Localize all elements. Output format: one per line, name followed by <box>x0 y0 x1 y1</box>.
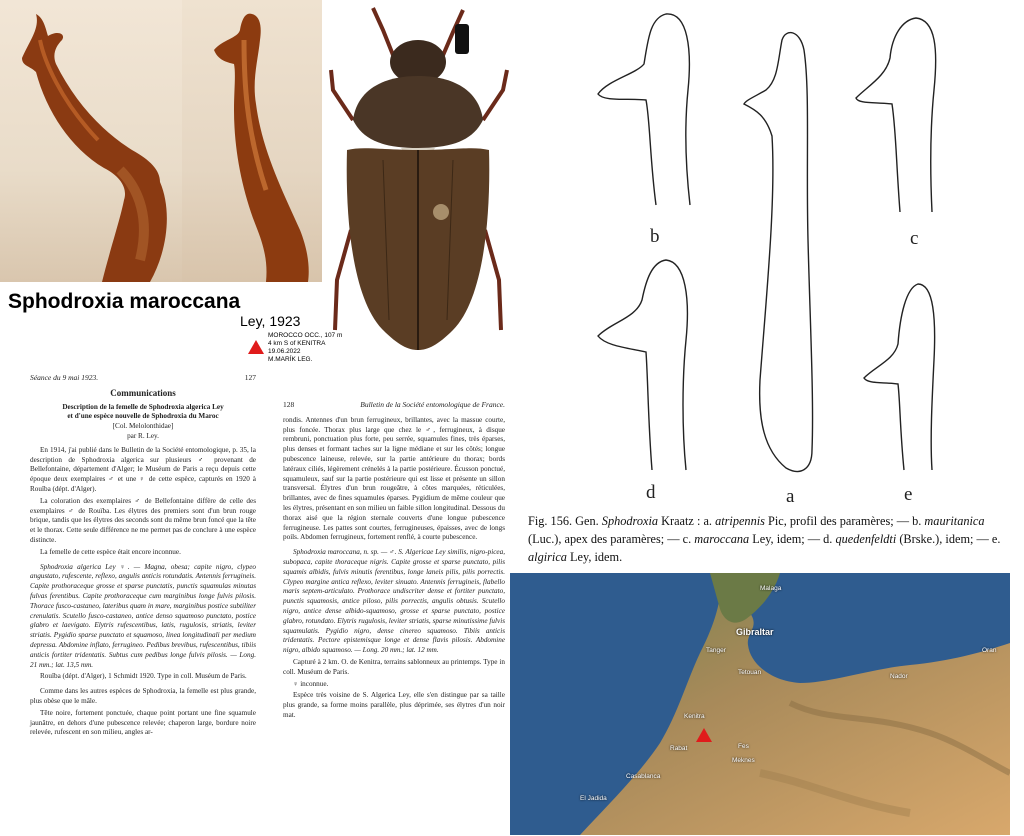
map-label: Nador <box>890 673 908 680</box>
locality-line: MOROCCO OCC., 107 m <box>268 332 343 339</box>
left-journal-page <box>30 373 256 740</box>
plate-letter-c: c <box>910 228 919 249</box>
page-header-left: Séance du 9 mai 1923. <box>30 373 99 382</box>
beetle-photo <box>323 0 513 372</box>
caption-part: atripennis <box>715 514 765 528</box>
map-label: Fes <box>738 743 749 750</box>
caption-part: quedenfeldti <box>835 532 897 546</box>
caption-part: maroccana <box>694 532 750 546</box>
map-label: Malaga <box>760 585 782 592</box>
locality-line: M.MARÍK LEG. <box>268 356 313 363</box>
caption-part: Kraatz : a. <box>658 514 716 528</box>
plate-letter-e: e <box>904 484 913 505</box>
map-label: Rabat <box>670 745 688 752</box>
species-title: Sphodroxia maroccana <box>8 290 241 313</box>
plate-letter-a: a <box>786 486 795 507</box>
paragraph: Capturé à 2 km. O. de Kenitra, terrains sablonneux au printemps. Type in coll. Muséum de Paris. <box>283 657 505 676</box>
article-group: [Col. Melolonthidae] <box>112 422 174 431</box>
caption-part: algirica <box>528 550 567 564</box>
map-label: Meknes <box>732 757 755 764</box>
paragraph: Rouïba (dépt. d'Alger), 1 Schmidt 1920. Type in coll. Muséum de Paris. <box>40 672 247 681</box>
paramere-photo-right <box>182 0 322 282</box>
paramere-c-outline <box>856 18 936 212</box>
locality-marker-icon <box>248 340 264 354</box>
locality-line: 4 km S of KENITRA <box>268 340 326 347</box>
paramere-d-outline <box>598 260 687 470</box>
map-label: Tanger <box>706 647 726 654</box>
figure-caption <box>528 512 1016 566</box>
paramere-e-outline <box>864 284 935 470</box>
caption-part: Ley, idem. <box>566 550 623 564</box>
paragraph: Tête noire, fortement ponctuée, chaque point portant une fine squamule jaunâtre, en dehors d'une pubescence relevée; chaperon large, bordure noire relevée, rufescent en son milieu, angles ar- <box>30 708 256 737</box>
caption-part: Ley, idem; — d. <box>749 532 836 546</box>
page-number: 128 <box>283 400 295 409</box>
paragraph: Sphodroxia maroccana, n. sp. — ♂. S. Algericae Ley similis, nigro-picea, subopaca, capite thoraceque nigris. Capite grosse et sparse punctato, pilis squamis albidis, fulvis minutis ferentibus, longe laneis pilis, pilis porrectis. Clypeo margine antica reflexo, leviter sinuato. Antennis ferrugineis, flabello maris septem-articulato. Prothorace undiscriter dense et fortiter punctato, punctis squamosis, antice piloso, pilis porrectis, angulis obtusis. Scutello nigro, antice dense albido-squamoso, grosse et sparse punctato, postice glabro, rotundato. Elytris rugulosis, leviter striatis, sparse minutissime fulvis squamulatis. Pygidio nigro, dense cinereo squamoso. Tibiis anticis tridentatis. Pectore epistemisque longe et dense flavis pilosis. Abdomine nigro, albido squamoso. — Long. 20 mm.; lat. 12 mm. <box>283 548 505 655</box>
map-label: Casablanca <box>626 773 661 780</box>
article-title-line: Description de la femelle de Sphodroxia algerica Ley <box>62 402 224 411</box>
article-title-line: et d'une espèce nouvelle de Sphodroxia du Maroc <box>67 412 219 421</box>
paramere-left-drawing <box>0 0 182 282</box>
caption-part: (Brske.), idem; — e. <box>896 532 1001 546</box>
paragraph: Sphodroxia algerica Ley ♀. — Magna, obesa; capite nigro, clypeo angustato, rufescente, reflexo, angulis anticis rotundatis. Antennis ferrugineis. Capite prothoraceque grosse et sparse punctatis, punctis squamulas minutas fulvas ferentibus. Capite prothoraceque cum marginibus longe fulvis pilosis. Thorace fusco-castaneo, lateribus quam in mare, marginibus postice subtiliter crenulatis. Scutello fusco-castaneo, antice denso squamoso punctato, postice glabro et laevigato. Elytris rufescentibus, latis, rugulosis, striatis, leviter striatis. Pygidio sparse punctato et squamoso, linea longitudinali per medium depressa. Abdomine inflato, ferrugineo. Pedibus brevibus, rufescentibus, tibiis anticis fortiter tridentatis. Subtus cum pedibus longe fulvis pilosis. — Long. 21 mm.; lat. 13,5 mm. <box>30 562 256 669</box>
paragraph: La femelle de cette espèce était encore inconnue. <box>40 547 181 556</box>
paragraph: La coloration des exemplaires ♂ de Bellefontaine diffère de celle des exemplaires ♂ de Rouïba. Les élytres des premiers sont d'un brun rouge brique, tandis que les élytres des seconds sont du même brun foncé que la tête et le thorax. Cette seule différence ne me permet pas de conclure à une espèce distincte. <box>30 496 256 544</box>
paramere-drawings <box>586 0 986 510</box>
caption-part: Fig. 156. Gen. <box>528 514 602 528</box>
paragraph: rondis. Antennes d'un brun ferrugineux, brillantes, avec la massue courte, plus foncée. Thorax plus large que chez le ♂, ferrugineux, à disque rembruni, ponctuation plus forte, peu serrée, squamules fines, très éparses, plus denses et formant taches sur la ligne médiane et sur les côtés; longue pubescence laineuse, relevée, sur la partie antérieure du thorax; bords latéraux ciliés, légèrement crénelés à la partie postérieure. Écusson ponctué, squamuleux, sauf sur la partie postérieure qui est lisse et présente un sillon transversal. Élytres d'un brun rougeâtre, à côtes marquées, réticulées, brillantes, avec de fines squamules éparses. Pygidium de même couleur que les élytres, présentant en son milieu un faible sillon longitudinal. Dessous du thorax aisé que la région sternale couverts d'une longue pubescence ferrugineuse. Les pattes sont courtes, ferrugineuses, épaisses, avec de longs poils. Abdomen ferrugineux, fortement renflé, à courte pubescence. <box>283 415 505 542</box>
species-author: Ley, 1923 <box>240 313 301 329</box>
page-header <box>283 400 505 410</box>
map-label: Oran <box>982 647 997 654</box>
paragraph: Comme dans les autres espèces de Sphodroxia, la femelle est plus grande, plus obèse que le mâle. <box>30 687 256 705</box>
paragraph: En 1914, j'ai publié dans le Bulletin de la Société entomologique, p. 35, la description de Sphodroxia algerica sur plusieurs ♂ provenant de Bellefontaine, département d'Alger; le Muséum de Paris a reçu depuis cette époque deux exemplaires ♂ et une ♀ de cette espèce, capturés en 1920 à Rouïba (dépt. d'Alger). <box>30 445 256 493</box>
paramere-right-drawing <box>182 0 322 282</box>
locality-line: 19.06.2022 <box>268 348 301 355</box>
page-header-right: Bulletin de la Société entomologique de France. <box>360 400 505 409</box>
caption-part: (Luc.), apex des paramères; — c. <box>528 532 695 546</box>
map-label: El Jadida <box>580 795 607 802</box>
map-label: Tetouan <box>738 669 762 676</box>
map-label: Gibraltar <box>736 627 774 637</box>
caption-part: Sphodroxia <box>601 514 659 528</box>
paramere-a-outline <box>744 33 813 472</box>
paramere-photo-left <box>0 0 182 282</box>
right-journal-page <box>283 400 505 723</box>
page-header <box>30 373 256 383</box>
beetle-drawing <box>323 0 513 372</box>
map-label: Kenitra <box>684 713 705 720</box>
caption-part: mauritanica <box>924 514 985 528</box>
page-number: 127 <box>244 373 256 382</box>
paragraph: Espèce très voisine de S. Algerica Ley, elle s'en distingue par sa taille plus grande, sa forme moins parallèle, plus déprimée, ses élytres d'un noir mat. <box>283 691 505 719</box>
section-heading: Communications <box>110 387 176 398</box>
plate-letter-d: d <box>646 482 656 503</box>
satellite-map <box>510 573 1010 835</box>
article-author: par R. Ley. <box>127 431 159 440</box>
map-locality-marker-icon <box>696 728 712 742</box>
caption-part: Pic, profil des paramères; — b. <box>764 514 925 528</box>
locality-label <box>268 332 342 364</box>
plate-letter-b: b <box>650 226 660 247</box>
paramere-b-outline <box>598 14 690 205</box>
paragraph: ♀ inconnue. <box>293 679 329 688</box>
paramere-plate <box>586 0 986 510</box>
